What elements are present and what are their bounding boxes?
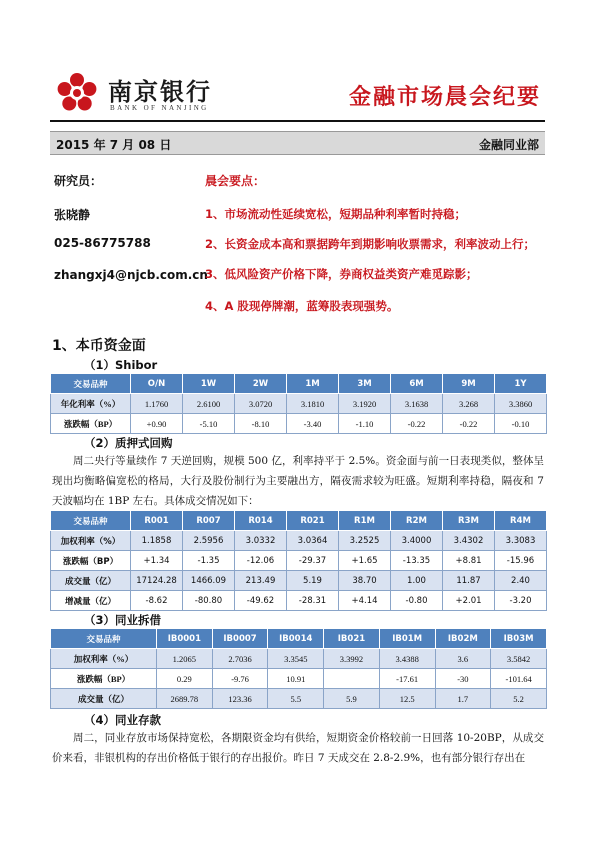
table-cell: -15.96 [495,551,547,571]
table-cell: -29.37 [287,551,339,571]
analyst-email[interactable]: zhangxj4@njcb.com.cn [54,268,208,282]
table-cell: -12.06 [235,551,287,571]
table-cell: -17.61 [379,669,435,689]
table-row [51,551,547,571]
table-cell: 3.4000 [391,531,443,551]
table-cell: -0.22 [443,414,495,434]
table-header-cell: R007 [183,511,235,531]
table-cell: 3.3860 [495,394,547,414]
table-cell: 2.40 [495,571,547,591]
repo-paragraph: 周二央行等量续作 7 天逆回购，规模 500 亿，利率持平于 2.5%。资金面与前一日表现类似，整体呈现出均衡略偏宽松的格局，大行及股份制行为主要融出方，隔夜需求较为旺盛。短期利率持稳，隔夜和 7 天波幅均在 1BP 左右。具体成交情况如下： [52,455,544,507]
table-header-cell: IB0007 [212,629,268,649]
table-row [51,669,547,689]
header-divider [50,120,545,122]
analyst-phone: 025-86775788 [54,236,151,250]
table-cell: 5.19 [287,571,339,591]
table-cell: 3.0720 [235,394,287,414]
table-cell: -80.80 [183,591,235,611]
table-cell: -30 [435,669,491,689]
table-header-cell: IB021 [324,629,380,649]
table-cell: -1.10 [339,414,391,434]
table-cell: 3.4388 [379,649,435,669]
deposit-paragraph: 周二，同业存放市场保持宽松，各期限资金均有供给，短期资金价格较前一日回落 10-20BP，从成交价来看，非银机构的存出价格低于银行的存出报价。昨日 7 天成交在 2.8-2.9%，也有部分银行存出在 [52,732,544,764]
table-row-label: 涨跌幅（BP） [51,551,131,571]
table-row-label: 成交量（亿） [51,571,131,591]
interbank-heading: （3）同业拆借 [84,613,162,627]
table-header-cell: R021 [287,511,339,531]
bank-logo [54,66,244,120]
table-header-cell: IB03M [491,629,547,649]
table-header-cell: 2W [235,374,287,394]
analyst-name: 张晓静 [54,208,91,222]
table-cell: +8.81 [443,551,495,571]
table-header-cell: IB0014 [268,629,324,649]
table-header-cell: R1M [339,511,391,531]
analyst-label: 研究员： [54,174,103,188]
table-row [51,414,547,434]
table-header-cell: 1Y [495,374,547,394]
table-cell: 3.3992 [324,649,380,669]
table-header-cell: 交易品种 [51,629,157,649]
table-cell: -1.35 [183,551,235,571]
table-cell: 3.3083 [495,531,547,551]
table-cell: -28.31 [287,591,339,611]
table-row [51,649,547,669]
table-header-cell: IB0001 [157,629,213,649]
table-cell: -5.10 [183,414,235,434]
key-points-title: 晨会要点： [205,174,266,188]
table-cell: 3.0332 [235,531,287,551]
table-row-label: 涨跌幅（BP） [51,414,131,434]
table-cell: -0.80 [391,591,443,611]
table-row-label: 涨跌幅（BP） [51,669,157,689]
table-cell: 11.87 [443,571,495,591]
key-point-4: 4、A 股现停牌潮，蓝筹股表现强势。 [205,299,399,313]
table-header-cell: IB02M [435,629,491,649]
department: 金融同业部 [478,138,539,152]
table-cell: 1.7 [435,689,491,709]
table-header-cell: IB01M [379,629,435,649]
table-cell: 3.3545 [268,649,324,669]
report-date: 2015 年 7 月 08 日 [56,138,172,152]
table-cell: 3.6 [435,649,491,669]
table-cell: 1.2065 [157,649,213,669]
repo-heading: （2）质押式回购 [84,436,173,450]
table-header-cell: R001 [131,511,183,531]
table-cell: 2.6100 [183,394,235,414]
key-point-2: 2、长资金成本高和票据跨年到期影响收票需求，利率波动上行； [205,237,535,251]
table-header-cell: R3M [443,511,495,531]
repo-table [50,510,547,611]
table-cell: -3.40 [287,414,339,434]
table-cell: 10.91 [268,669,324,689]
table-cell: 5.2 [491,689,547,709]
table-header-cell: O/N [131,374,183,394]
table-cell: +2.01 [443,591,495,611]
shibor-heading: （1）Shibor [84,358,158,372]
table-row [51,591,547,611]
table-row-label: 加权利率（%） [51,531,131,551]
table-cell: 3.1638 [391,394,443,414]
table-cell: 17124.28 [131,571,183,591]
table-cell: -49.62 [235,591,287,611]
logo-chinese-name: 南京银行 [108,78,212,106]
deposit-heading: （4）同业存款 [84,713,162,727]
table-cell: 2689.78 [157,689,213,709]
table-cell: +0.90 [131,414,183,434]
table-cell: -9.76 [212,669,268,689]
table-row-label: 成交量（亿） [51,689,157,709]
table-cell: -0.10 [495,414,547,434]
table-cell: 3.2525 [339,531,391,551]
table-row-label: 增减量（亿） [51,591,131,611]
table-row [51,531,547,551]
table-cell: -101.64 [491,669,547,689]
date-bar [50,131,545,155]
table-header-cell: R4M [495,511,547,531]
table-cell: 213.49 [235,571,287,591]
bank-emblem-icon [54,70,100,116]
table-cell: 5.5 [268,689,324,709]
table-cell: 1466.09 [183,571,235,591]
table-row-label: 年化利率（%） [51,394,131,414]
table-cell: -8.10 [235,414,287,434]
table-cell: -8.62 [131,591,183,611]
table-row [51,394,547,414]
table-header-cell: 9M [443,374,495,394]
interbank-table [50,628,547,709]
table-header-cell: R2M [391,511,443,531]
table-cell: 3.1810 [287,394,339,414]
section-title: 1、本币资金面 [52,338,146,354]
table-cell: 1.1858 [131,531,183,551]
table-cell: 1.00 [391,571,443,591]
table-header-cell: 1M [287,374,339,394]
table-cell: 3.4302 [443,531,495,551]
table-cell: 123.36 [212,689,268,709]
table-header-cell: 6M [391,374,443,394]
table-cell: 38.70 [339,571,391,591]
table-header-cell: 3M [339,374,391,394]
table-cell: 12.5 [379,689,435,709]
table-cell: -3.20 [495,591,547,611]
table-cell: +1.65 [339,551,391,571]
table-header-cell: 交易品种 [51,374,131,394]
table-cell: +1.34 [131,551,183,571]
table-cell: 2.7036 [212,649,268,669]
shibor-table [50,373,547,434]
table-cell: +4.14 [339,591,391,611]
table-header-cell: R014 [235,511,287,531]
table-cell: -0.22 [391,414,443,434]
table-cell: 5.9 [324,689,380,709]
table-row [51,571,547,591]
table-header-cell: 交易品种 [51,511,131,531]
table-header-cell: 1W [183,374,235,394]
table-cell: -13.35 [391,551,443,571]
key-point-1: 1、市场流动性延续宽松，短期品种利率暂时持稳； [205,207,466,221]
logo-english-name: BANK OF NANJING [110,104,209,112]
table-cell: 3.1920 [339,394,391,414]
table-cell: 3.0364 [287,531,339,551]
table-cell: 3.5842 [491,649,547,669]
report-title: 金融市场晨会纪要 [348,85,541,110]
table-cell: 2.5956 [183,531,235,551]
key-point-3: 3、低风险资产价格下降，券商权益类资产难觅踪影； [205,267,478,281]
table-cell [324,669,380,689]
table-row [51,689,547,709]
table-row-label: 加权利率（%） [51,649,157,669]
table-cell: 0.29 [157,669,213,689]
table-cell: 1.1760 [131,394,183,414]
table-cell: 3.268 [443,394,495,414]
